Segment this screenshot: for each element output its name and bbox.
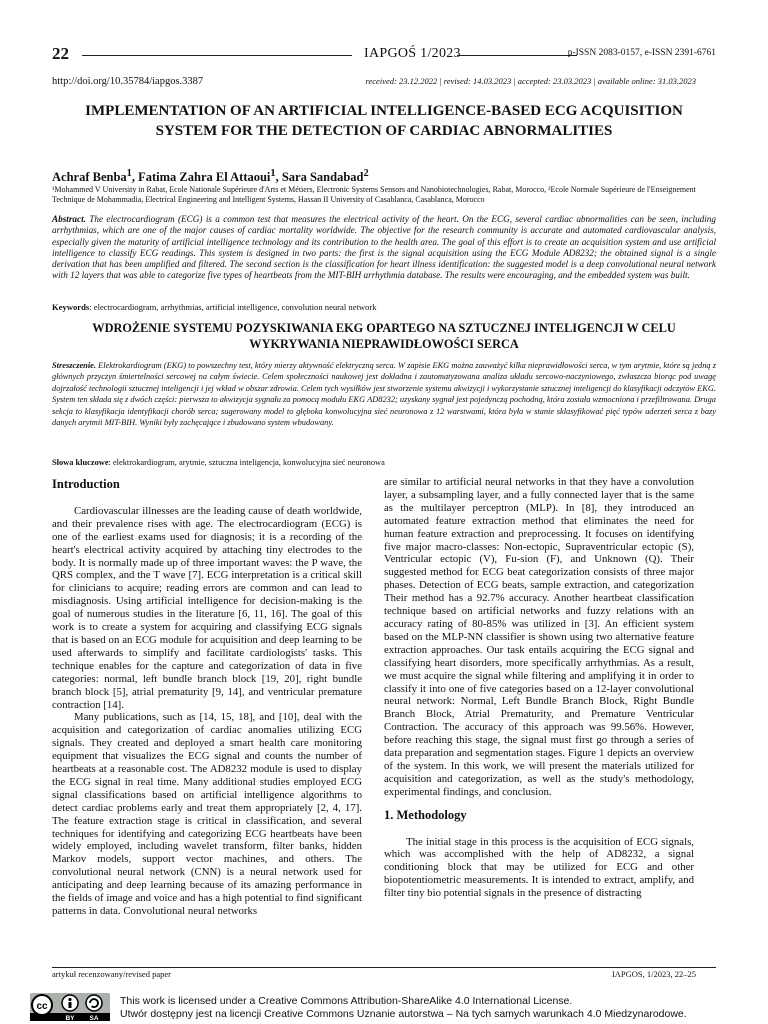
body-paragraph: are similar to artificial neural networks in that they have a convolution layer, a subsampling layer, and a fully connected layer that is the same as the multilayer perceptron (MLP). In [8], they introduced an automated feature extraction method that eliminates the need for human feature extraction and preprocessing. It focuses on identifying five major macro-classes: Non-ectopic, Supraventricular ectopic (S), Ventricular ectopic (V), Fu-sion (F), and Unknown (Q). Their suggested method for ECG beat categorization consists of three major phases. Detection of ECG beats, sample extraction, and categorization Their method has a 92.7% accuracy. Another heartbeat classification technique based on artificial networks and fuzzy relations with an accuracy rating of 80-85% was utilized in [3]. An efficient system based on the MLP-NN classifier is shown using two alternative feature extraction approaches. Our task entails acquiring the ECG signal and classifying heart disorders, more specifically arrhythmias. As a result, we must acquire the signal while filtering and amplifying it in order to classify it into one of five categories based on a 12-layer convolutional neural network: Normal, Left Bundle Branch Block, Right Bundle Branch Block, Atrial Prematurity, and Premature Ventricular Contraction. The accuracy of this approach was 99.56%. However, before reaching this stage, the signal must first go through a series of data preparation and segmentation stages. Figure 1 depicts an overview of the system. In this work, we will present the materials utilized for acquisition and categorization, as well as the study's methodology, experimental findings, and conclusion. [384, 476, 694, 798]
body-paragraph: Cardiovascular illnesses are the leading cause of death worldwide, and their prevalence rises with age. The electrocardiogram (ECG) is one of the earliest exams used for diagnosis; it is a recording of the heart's electrical activity acquired by attaching tiny electrodes to the body. It is normally made up of three important waves: the P wave, the QRS complex, and the T wave [7]. ECG interpretation is a critical skill for clinicians to acquire; reading errors are common and can lead to misdiagnosis. Using artificial intelligence for decision-making is the goal of numerous studies in the literature [6, 11, 16]. The goal of this work is to create a system for acquiring and classifying ECG signals that is based on an ECG module for acquisition and deep learning to be used afterwards to simplify and facilitate cardiologists' tasks. This technique enables for the capture and categorization of data in five categories: normal, left bundle branch block [19, 20], right bundle branch block [5], atrial prematurity [9, 14], and ventricular premature contraction [14]. [52, 504, 362, 711]
license-text [120, 995, 687, 1021]
header-rule-left [82, 55, 352, 56]
author-list: Achraf Benba$^1$, Fatima Zahra El Attaoui$^1$, Sara Sandabad$^2$ [52, 168, 369, 185]
affiliations: ¹Mohammed V University in Rabat, Ecole Nationale Supérieure d'Arts et Métiers, Electronic Systems Sensors and Nanobiotechnologies, Rabat, Morocco, ²Ecole Normale Supérieure de l'Enseignement Technique de Mohammadia, Electrical Engineering and Intelligent Systems, Hassan II University of Casablanca, Casablanca, Morocco [52, 185, 696, 204]
footer-citation: IAPGOS, 1/2023, 22–25 [611, 969, 696, 979]
paper-title: IMPLEMENTATION OF AN ARTIFICIAL INTELLIGENCE-BASED ECG ACQUISITION SYSTEM FOR THE DETECTION OF CARDIAC ABNORMALITIES [85, 103, 683, 139]
polish-keywords [52, 458, 716, 467]
footer-review-note: artykuł recenzowany/revised paper [52, 969, 171, 979]
keywords [52, 302, 716, 312]
author-name: Achraf Benba [52, 170, 127, 185]
polish-keywords-text: : elektrokardiogram, arytmie, sztuczna inteligencja, konwolucyjna sieć neuronowa [108, 458, 385, 467]
author-affil-mark: 1 [270, 168, 276, 179]
header-rule-right [457, 55, 577, 56]
author-name: Fatima Zahra El Attaoui [138, 170, 271, 185]
svg-text:cc: cc [36, 1001, 48, 1012]
journal-name: IAPGOŚ 1/2023 [364, 46, 461, 61]
cc-sa-label: SA [89, 1015, 99, 1021]
body-paragraph: The initial stage in this process is the acquisition of ECG signals, which was accomplished with the help of AD8232, a signal conditioning block that may be utilized for ECG and other biopotentiometric measurements. It is intended to extract, amplify, and filter tiny bio potential signals in the presence of distracting [384, 835, 694, 900]
polish-title: WDROŻENIE SYSTEMU POZYSKIWANIA EKG OPARTEGO NA SZTUCZNEJ INTELIGENCJI W CELU WYKRYWANIA NIEPRAWIDŁOWOŚCI SERCA [92, 321, 676, 351]
body-paragraph: Many publications, such as [14, 15, 18], and [10], deal with the acquisition and categorization of cardiac anomalies utilizing ECG signals. They created and deployed a smart health care monitoring equipment that visualizes the ECG signal and counts the number of heartbeats at a reasonable cost. The AD8232 module is used to display the ECG signal in real time. Many additional studies employed ECG signal classifications based on artificial intelligence algorithms to detect cardiac problems early and treat them appropriately [2, 4, 17]. The feature extraction stage is critical in classification, and several techniques for identifying and categorizing ECG heartbeats have been widely employed, including wavelet transform, filter banks, hidden Markov models, support vector machines, and others. The convolutional neural network (CNN) is a neural network used for anticipating and deep learning because of its amazing performance in the fields of image and voice and has a high potential to find significant patterns in data. Convolutional neural networks [52, 711, 362, 917]
section-heading-methodology: 1. Methodology [384, 807, 467, 822]
issn: p-ISSN 2083-0157, e-ISSN 2391-6761 [567, 48, 716, 58]
section-heading-introduction: Introduction [52, 477, 120, 491]
creative-commons-badge-icon[interactable] [30, 993, 110, 1021]
polish-abstract-text: Elektrokardiogram (EKG) to powszechny test, który mierzy aktywność elektryczną serca. W zapisie EKG można zauważyć kilka nieprawidłowości serca, w tym arytmie, które są jedną z głównych przyczyn śmiertelności sercowej na całym świecie. Celem społeczności naukowej jest dokładna i zautomatyzowana analiza układu sercowo-naczyniowego, zwłaszcza biorąc pod uwagę dojrzałość technologii sztucznej inteligencji i jej wkład w obszar zdrowia. Celem tych wysiłków jest stworzenie systemu akwizycji i wykorzystanie sztucznej inteligencji do klasyfikacji odczytów EKG. System ten składa się z dwóch części: pierwsza to akwizycja sygnału za pomocą modułu EKG AD8232; uzyskany sygnał jest pojedynczą pochodną, która została wzmocniona i przefiltrowana. Druga sekcja to klasyfikacja identyfikacji chorób serca; sugerowany model to głęboka konwolucyjna sieć neuronowa z 12 warstwami, która była w stanie sklasyfikować pięć typów uderzeń serca z bazy danych arytmii MIT-BIH. Wyniki były zachęcające i zbudowano system wbudowany. [52, 361, 716, 428]
running-header [52, 44, 716, 66]
abstract-label: Abstract. [52, 214, 86, 224]
right-column [384, 476, 694, 900]
polish-keywords-label: Słowa kluczowe [52, 458, 109, 467]
author-affil-mark: 2 [363, 168, 369, 179]
footer-rule [52, 967, 716, 968]
abstract [52, 214, 716, 282]
author-affil-mark: 1 [126, 168, 132, 179]
left-column [52, 476, 362, 918]
license-english: This work is licensed under a Creative Commons Attribution-ShareAlike 4.0 International License. [120, 995, 573, 1007]
page-number: 22 [52, 44, 69, 63]
keywords-text: : electrocardiogram, arrhythmias, artificial intelligence, convolution neural network [89, 302, 377, 312]
keywords-label: Keywords [52, 302, 90, 312]
polish-abstract-label: Streszczenie. [52, 361, 96, 370]
abstract-text: The electrocardiogram (ECG) is a common test that measures the electrical activity of the heart. On the ECG, several cardiac abnormalities can be seen, including arrhythmias, which are one of the major causes of cardiac mortality worldwide. The objective for the research community is accurate and automated cardiovascular analysis, especially given the maturity of artificial intelligence technology and its contribution to the health area. The goal of this effort is to create an acquisition system and use artificial intelligence to classify ECG readings. This system is designed in two parts: the first is the signal acquisition using the ECG Module AD8232; the obtained signal is a single derivation that has been amplified and filtered. The second section is the classification for heart illness identification: the suggested model is a deep convolutional neural network with 12 layers that was able to categorize five types of heartbeats from the MIT-BIH arrhythmia database. The results were encouraging, and the embedded system was built. [52, 214, 716, 281]
doi-link[interactable]: http://doi.org/10.35784/iapgos.3387 [52, 76, 204, 87]
polish-abstract [52, 360, 716, 428]
license-polish: Utwór dostępny jest na licencji Creative Commons Uznanie autorstwa – Na tych samych warunkach 4.0 Miedzynarodowe. [120, 1008, 687, 1020]
cc-by-label: BY [65, 1015, 75, 1021]
publication-dates: received: 23.12.2022 | revised: 14.03.2023 | accepted: 23.03.2023 | available online: 31.03.2023 [365, 76, 696, 86]
author-name: Sara Sandabad [281, 170, 364, 185]
